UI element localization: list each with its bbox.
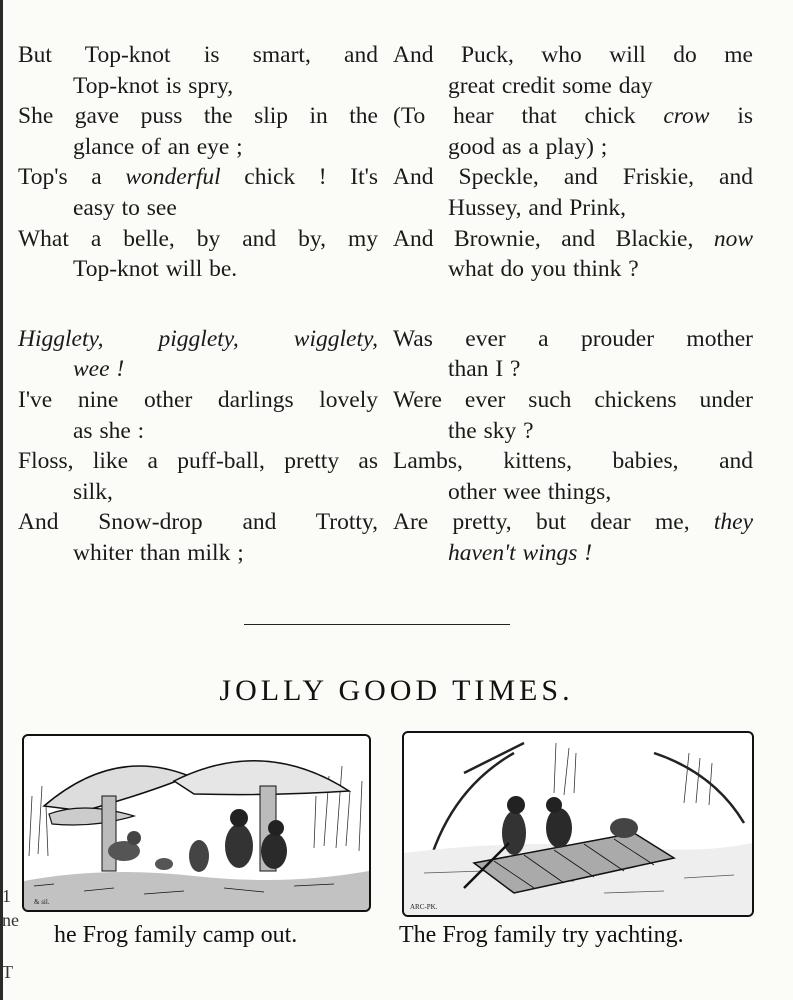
margin-fragment-1: 1 [2,886,11,906]
poem-column-right [393,40,753,569]
caption-frogs-yachting: The Frog family try yachting. [399,922,684,948]
poem-line: silk, [73,478,113,505]
poem-line: And Brownie, and Blackie, now [393,225,753,252]
poem-line: What a belle, by and by, my [18,225,378,252]
poem-line: the sky ? [448,417,534,444]
poem-line: good as a play) ; [448,133,608,160]
poem-line: as she : [73,417,145,444]
poem-line: (To hear that chick crow is [393,103,753,130]
poem-line: Top-knot will be. [73,256,238,283]
margin-fragment-3: T [2,962,13,982]
caption-frogs-camp-out: he Frog family camp out. [54,922,298,948]
left-stanza [18,40,378,285]
illustration-frogs-yachting [402,731,754,917]
svg-text:ARC-PK.: ARC-PK. [410,903,438,911]
poem-line: And Snow-drop and Trotty, [18,509,378,536]
poem-line: wee ! [73,356,125,383]
poem-line: glance of an eye ; [73,133,243,160]
illustration-frogs-camp-out [22,734,371,912]
poem-line: But Top-knot is smart, and [18,42,378,68]
poem-line: And Speckle, and Friskie, and [393,164,753,191]
poem-line: easy to see [73,194,177,221]
poem-line: other wee things, [448,478,612,505]
poem-line: Floss, like a puff-ball, pretty as [18,448,378,475]
poem-line: great credit some day [448,72,653,99]
margin-fragment-2: ne [2,910,19,930]
section-title: JOLLY GOOD TIMES. [219,674,574,707]
right-stanza [393,324,753,569]
poem-line: Top-knot is spry, [73,72,234,99]
poem-line: And Puck, who will do me [393,42,753,68]
poem-line: Hussey, and Prink, [448,194,627,221]
poem-line: I've nine other darlings lovely [18,386,378,413]
poem-line: Higglety, pigglety, wigglety, [18,325,378,352]
poem-line: Were ever such chickens under [393,386,753,413]
poem-line: Are pretty, but dear me, they [393,509,753,536]
poem-line: She gave puss the slip in the [18,103,378,130]
poem-line: what do you think ? [448,256,639,283]
poem-column-left [18,40,378,569]
frogs-yachting-drawing [404,733,752,915]
poem-line: whiter than milk ; [73,539,244,566]
poem-line: than I ? [448,356,521,383]
frogs-camp-out-drawing [24,736,369,910]
poem-line: Lambs, kittens, babies, and [393,448,753,475]
poem-line: Was ever a prouder mother [393,325,753,352]
section-divider [244,624,510,625]
svg-text:& sil.: & sil. [34,898,50,906]
page-edge-rule [0,0,3,1000]
left-stanza [18,324,378,569]
poem-line: Top's a wonderful chick ! It's [18,164,378,191]
right-stanza [393,40,753,285]
poem-line: haven't wings ! [448,539,593,566]
